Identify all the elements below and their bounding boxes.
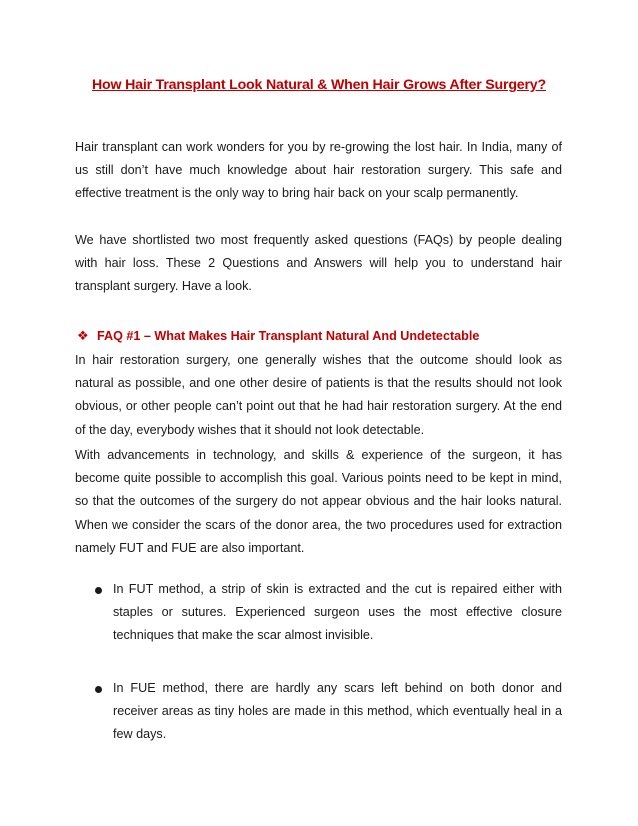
bullet-dot-icon (95, 587, 102, 594)
list-item (95, 578, 562, 648)
intro-paragraph-2: We have shortlisted two most frequently asked questions (FAQs) by people dealing with hair loss. These 2 Questions and Answers will help you to understand hair transplant surgery. Have a look. (75, 233, 562, 294)
faq-1-paragraph-1: In hair restoration surgery, one generally wishes that the outcome should look as natural as possible, and one other desire of patients is that the results should not look obvious, or other people can’t point out that he had hair restoration surgery. At the end of the day, everybody wishes that it should not look detectable. (75, 353, 562, 437)
faq-1-heading (77, 326, 562, 346)
faq-1-heading-text: FAQ #1 – What Makes Hair Transplant Natural And Undetectable (97, 329, 480, 343)
faq-1-paragraph-2: With advancements in technology, and skills & experience of the surgeon, it has become quite possible to accomplish this goal. Various points need to be kept in mind, so that the outcomes of the surgery do not appear obvious and the hair looks natural. When we consider the scars of the donor area, the two procedures used for extraction namely FUT and FUE are also important. (75, 448, 562, 555)
bullet-dot-icon (95, 686, 102, 693)
list-item-text: In FUT method, a strip of skin is extracted and the cut is repaired either with staples or sutures. Experienced surgeon uses the most effective closure techniques that make the scar almost invisible. (113, 582, 562, 643)
list-item-text: In FUE method, there are hardly any scars left behind on both donor and receiver areas as tiny holes are made in this method, which eventually heal in a few days. (113, 681, 562, 742)
diamond-bullet-icon: ❖ (77, 328, 89, 343)
list-item (95, 677, 562, 747)
document-title: How Hair Transplant Look Natural & When Hair Grows After Surgery? (92, 77, 546, 93)
intro-paragraph-1: Hair transplant can work wonders for you by re-growing the lost hair. In India, many of us still don’t have much knowledge about hair restoration surgery. This safe and effective treatment is the only way to bring hair back on your scalp permanently. (75, 140, 562, 201)
